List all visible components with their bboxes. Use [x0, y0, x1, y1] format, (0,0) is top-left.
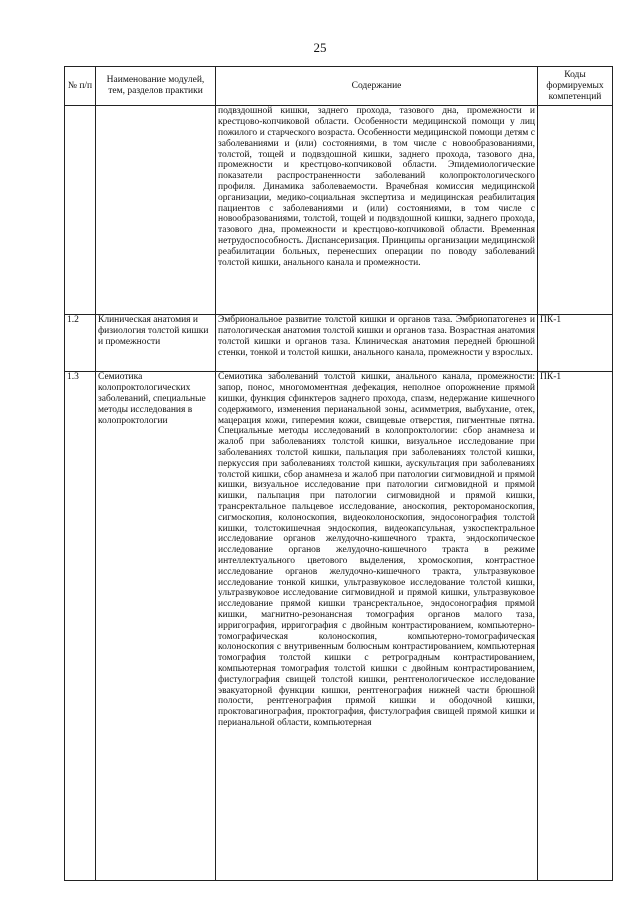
row-content: Семиотика заболеваний толстой кишки, анального канала, промежности: запор, понос, многомоментная дефекация, неполное опорожнение прямой кишки, функция сфинктеров заднего прохода, спазм, недержание кишечного содержимого, изменения перианальной зоны, асимметрия, выбухание, отек, мацерация кожи, гиперемия кожи, свищевые отверстия, пигментные пятна. Специальные методы исследований в колопроктологии: сбор анамнеза и жалоб при заболеваниях толстой кишки, визуальное исследование при заболеваниях толстой кишки, пальпация при заболеваниях толстой кишки, перкуссия при заболеваниях толстой кишки, аускультация при заболеваниях толстой кишки, сбор анамнеза и жалоб при патологии сигмовидной и прямой кишки, визуальное исследование при патологии сигмовидной и прямой кишки, пальпация при патологии сигмовидной и прямой кишки, трансректальное пальцевое исследование, аноскопия, ректороманоскопия, сигмоскопия, колоноскопия, видеоколоноскопия, эндосонография толстой кишки, толстокишечная эндоскопия, видеокапсульная, узкоспектральное исследование органов желудочно-кишечного тракта, эндоскопическое исследование органов желудочно-кишечного тракта в режиме интеллектуального цветового выделения, хромоскопия, контрастное исследование органов желудочно-кишечного тракта, ультразвуковое исследование тонкой кишки, ультразвуковое исследование толстой кишки, ультразвуковое исследование сигмовидной и прямой кишки, ультразвуковое исследование прямой кишки трансректальное, эндосонография прямой кишки, магнитно-резонансная томография органов малого таза, ирригография, ирригография с двойным контрастированием, компьютерно-томографическая колоноскопия, компьютерно-томографическая колоноскопия с внутривенным болюсным контрастированием, компьютерная томография толстой кишки с ретроградным контрастированием, компьютерная томография толстой кишки с двойным контрастированием, фистулография свищей толстой кишки, рентгенологическое исследование эвакуаторной функции кишки, рентгенография нижней части брюшной полости, рентгенография прямой кишки и ободочной кишки, проктовагинография, проктография, фистулография свищей прямой кишки и перианальной области, компьютерная — [216, 372, 538, 881]
row-codes: ПК-1 — [538, 372, 613, 881]
row-module: Клиническая анатомия и физиология толстой кишки и промежности — [96, 315, 216, 372]
row-module: Семиотика колопроктологических заболеваний, специальные методы исследования в колопроктологии — [96, 372, 216, 881]
table-header-row — [65, 67, 613, 106]
header-module: Наименование модулей, тем, разделов практики — [96, 67, 216, 106]
page-number: 25 — [313, 40, 327, 55]
row-number — [65, 106, 96, 315]
table-row — [65, 106, 613, 315]
row-codes — [538, 106, 613, 315]
row-content: Эмбриональное развитие толстой кишки и органов таза. Эмбриопатогенез и патологическая анатомия толстой кишки и органов таза. Возрастная анатомия толстой кишки и органов таза. Клиническая анатомия передней брюшной стенки, тонкой и толстой кишки, анального канала, промежности у взрослых. — [216, 315, 538, 372]
curriculum-table — [64, 66, 613, 881]
row-module — [96, 106, 216, 315]
table-row — [65, 372, 613, 881]
row-number: 1.2 — [65, 315, 96, 372]
row-number: 1.3 — [65, 372, 96, 881]
table-row — [65, 315, 613, 372]
header-content: Содержание — [216, 67, 538, 106]
row-content: подвздошной кишки, заднего прохода, тазового дна, промежности и крестцово-копчиковой области. Особенности медицинской помощи у лиц пожилого и старческого возраста. Особенности медицинской помощи детям с заболеваниями и (или) состояниями, в том числе с новообразованиями, толстой, тощей и подвздошной кишки, заднего прохода, тазового дна, промежности и крестцово-копчиковой области. Эпидемиологические показатели распространенности заболеваний колопроктологического профиля. Динамика заболеваемости. Врачебная комиссия медицинской организации, медико-социальная экспертиза и медицинская реабилитация пациентов с заболеваниями и (или) состояниями, в том числе с новообразованиями, толстой, тощей и подвздошной кишки, заднего прохода, тазового дна, промежности и крестцово-копчиковой области. Временная нетрудоспособность. Диспансеризация. Принципы организации медицинской реабилитации больных, перенесших операции по поводу заболеваний толстой кишки, анального канала и промежности. — [216, 106, 538, 315]
header-number: № п/п — [65, 67, 96, 106]
header-codes: Коды формируемых компетенций — [538, 67, 613, 106]
row-codes: ПК-1 — [538, 315, 613, 372]
